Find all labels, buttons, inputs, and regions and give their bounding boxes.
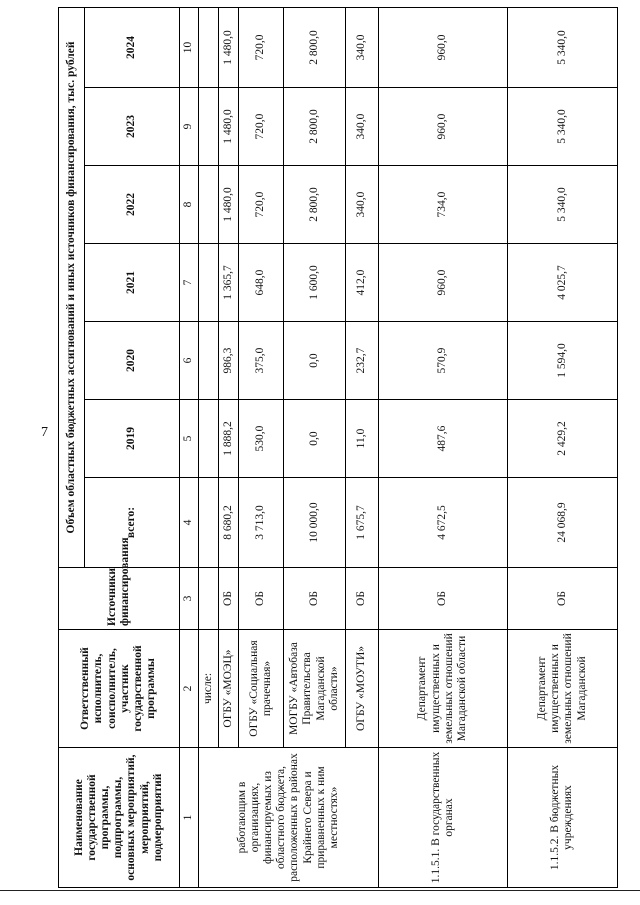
row-year-value: 5 340,0: [507, 166, 617, 244]
rotated-table-container: [58, 8, 618, 888]
row-year-value: 1 480,0: [219, 7, 239, 87]
row-year-value: [199, 400, 219, 478]
row-year-value: [199, 322, 219, 400]
col-number: 10: [179, 7, 199, 87]
header-year: 2019: [84, 400, 179, 478]
row-year-value: 340,0: [346, 7, 378, 87]
row-year-value: 0,0: [283, 400, 345, 478]
col-number: 6: [179, 322, 199, 400]
header-year: 2021: [84, 244, 179, 322]
col-number: 3: [179, 568, 199, 630]
row-name: работающим в организациях, финансируемых из областного бюджета, расположенных в районах Крайнего Севера и приравненных к ним местностях»: [199, 748, 378, 888]
row-total: 3 713,0: [238, 478, 283, 568]
row-year-value: 734,0: [378, 166, 507, 244]
row-year-value: 11,0: [346, 400, 378, 478]
row-year-value: 720,0: [238, 166, 283, 244]
col-number: 1: [179, 748, 199, 888]
row-name: 1.1.5.1. В государственных органах: [378, 748, 507, 888]
row-total: 24 068,9: [507, 478, 617, 568]
table-row: [378, 7, 507, 887]
row-total: [199, 478, 219, 568]
row-executor: ОГБУ «Социальная прачечная»: [238, 630, 283, 748]
row-source: ОБ: [507, 568, 617, 630]
row-source: ОБ: [219, 568, 239, 630]
row-year-value: 2 429,2: [507, 400, 617, 478]
row-year-value: 2 800,0: [283, 88, 345, 166]
row-year-value: 1 600,0: [283, 244, 345, 322]
row-year-value: 5 340,0: [507, 88, 617, 166]
row-year-value: 340,0: [346, 166, 378, 244]
row-year-value: 720,0: [238, 7, 283, 87]
header-year: 2024: [84, 7, 179, 87]
row-executor: ОГБУ «МОУТИ»: [346, 630, 378, 748]
row-year-value: [199, 7, 219, 87]
row-year-value: 0,0: [283, 322, 345, 400]
table-row: [199, 7, 219, 887]
row-total: 4 672,5: [378, 478, 507, 568]
column-number-row: [179, 7, 199, 887]
row-year-value: 2 800,0: [283, 7, 345, 87]
header-executor: Ответственный исполнитель, соисполнитель, участник государственной программы: [59, 630, 180, 748]
row-year-value: 412,0: [346, 244, 378, 322]
page-number: 7: [41, 425, 48, 440]
row-source: ОБ: [283, 568, 345, 630]
header-source: Источники финансирования: [59, 568, 180, 630]
row-source: ОБ: [346, 568, 378, 630]
row-source: ОБ: [378, 568, 507, 630]
page-bottom-rule: [0, 890, 640, 891]
header-year: 2023: [84, 88, 179, 166]
header-name: Наименование государственной программы, подпрограммы, основных мероприятий, мероприятий, подмероприятий: [59, 748, 180, 888]
financing-table: [58, 7, 618, 888]
row-year-value: 960,0: [378, 244, 507, 322]
table-row: [507, 7, 617, 887]
row-total: 8 680,2: [219, 478, 239, 568]
col-number: 4: [179, 478, 199, 568]
col-number: 9: [179, 88, 199, 166]
col-number: 8: [179, 166, 199, 244]
row-total: 1 675,7: [346, 478, 378, 568]
row-year-value: [199, 88, 219, 166]
header-year: 2022: [84, 166, 179, 244]
row-source: [199, 568, 219, 630]
row-year-value: 570,9: [378, 322, 507, 400]
col-number: 5: [179, 400, 199, 478]
row-year-value: 340,0: [346, 88, 378, 166]
row-year-value: 648,0: [238, 244, 283, 322]
row-year-value: 530,0: [238, 400, 283, 478]
row-executor: Департамент имущественных и земельных отношений Магаданской: [507, 630, 617, 748]
row-year-value: 960,0: [378, 7, 507, 87]
row-year-value: 986,3: [219, 322, 239, 400]
row-year-value: 1 480,0: [219, 88, 239, 166]
header-volume: Объем областных бюджетных ассигнований и иных источников финансирования, тыс. рублей: [59, 7, 85, 567]
row-year-value: 4 025,7: [507, 244, 617, 322]
header-total: всего:: [84, 478, 179, 568]
row-year-value: 960,0: [378, 88, 507, 166]
row-year-value: [199, 244, 219, 322]
col-number: 7: [179, 244, 199, 322]
row-year-value: 375,0: [238, 322, 283, 400]
header-year: 2020: [84, 322, 179, 400]
row-year-value: 720,0: [238, 88, 283, 166]
row-year-value: 232,7: [346, 322, 378, 400]
row-source: ОБ: [238, 568, 283, 630]
row-year-value: 5 340,0: [507, 7, 617, 87]
row-year-value: 487,6: [378, 400, 507, 478]
row-year-value: 2 800,0: [283, 166, 345, 244]
row-year-value: 1 480,0: [219, 166, 239, 244]
col-number: 2: [179, 630, 199, 748]
row-total: 10 000,0: [283, 478, 345, 568]
row-executor: числе:: [199, 630, 219, 748]
row-year-value: 1 594,0: [507, 322, 617, 400]
row-executor: Департамент имущественных и земельных отношений Магаданской области: [378, 630, 507, 748]
row-year-value: 1 365,7: [219, 244, 239, 322]
row-name: 1.1.5.2. В бюджетных учреждениях: [507, 748, 617, 888]
row-executor: ОГБУ «МОЭЦ»: [219, 630, 239, 748]
row-year-value: [199, 166, 219, 244]
row-executor: МОГБУ «Автобаза Правительства Магаданской области»: [283, 630, 345, 748]
row-year-value: 1 888,2: [219, 400, 239, 478]
